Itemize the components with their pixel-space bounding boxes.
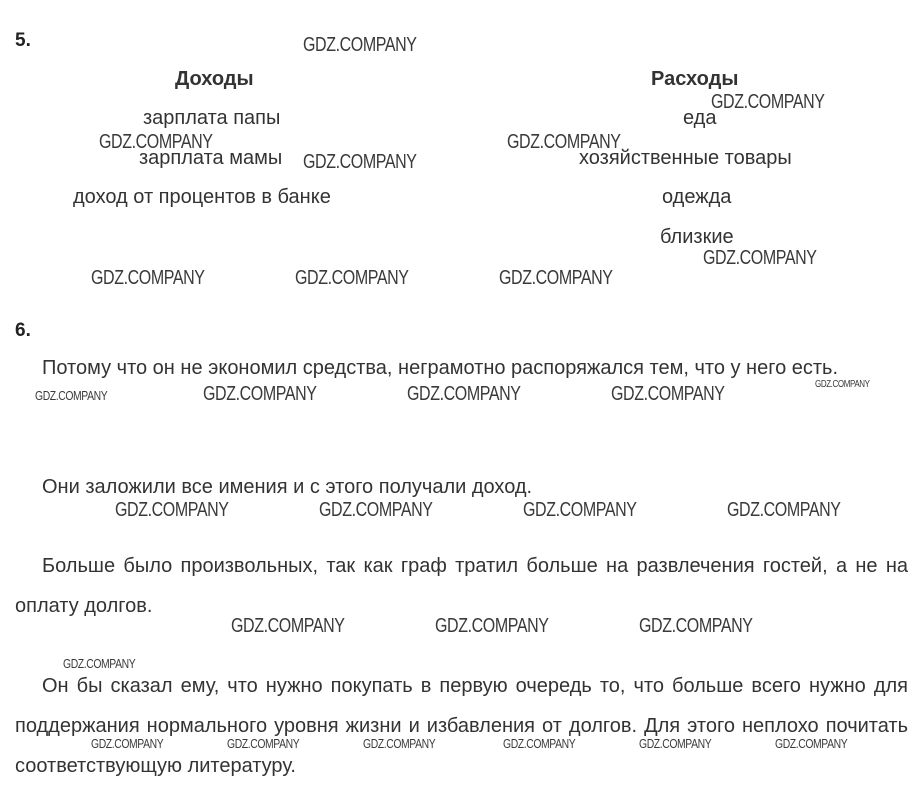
- watermark: GDZ.COMPANY: [203, 383, 317, 405]
- watermark: GDZ.COMPANY: [775, 736, 848, 751]
- watermark: GDZ.COMPANY: [63, 656, 136, 671]
- income-item: доход от процентов в банке: [73, 186, 331, 208]
- watermark: GDZ.COMPANY: [711, 91, 825, 113]
- expense-item: одежда: [662, 186, 732, 208]
- watermark: GDZ.COMPANY: [639, 736, 712, 751]
- watermark: GDZ.COMPANY: [815, 379, 870, 390]
- task-6-number: 6.: [15, 320, 31, 341]
- expense-item: хозяйственные товары: [579, 147, 792, 169]
- watermark: GDZ.COMPANY: [703, 247, 817, 269]
- watermark: GDZ.COMPANY: [99, 131, 213, 153]
- task-5-number: 5.: [15, 30, 31, 51]
- watermark: GDZ.COMPANY: [91, 736, 164, 751]
- watermark: GDZ.COMPANY: [303, 151, 417, 173]
- watermark: GDZ.COMPANY: [295, 267, 409, 289]
- watermark: GDZ.COMPANY: [227, 736, 300, 751]
- watermark: GDZ.COMPANY: [503, 736, 576, 751]
- watermark: GDZ.COMPANY: [407, 383, 521, 405]
- watermark: GDZ.COMPANY: [303, 34, 417, 56]
- answer-paragraph: Больше было произвольных, так как граф тратил больше на развлечения гостей, а не на оплату долгов.: [15, 555, 908, 617]
- expense-item: еда: [683, 107, 717, 129]
- watermark: GDZ.COMPANY: [115, 499, 229, 521]
- watermark: GDZ.COMPANY: [363, 736, 436, 751]
- answer-paragraph: Он бы сказал ему, что нужно покупать в первую очередь то, что больше всего нужно для поддержания нормального уровня жизни и избавления от долгов. Для этого неплохо почитать соответствующую литературу.: [15, 675, 908, 777]
- watermark: GDZ.COMPANY: [611, 383, 725, 405]
- expense-item: близкие: [660, 226, 734, 248]
- watermark: GDZ.COMPANY: [35, 388, 108, 403]
- watermark: GDZ.COMPANY: [435, 615, 549, 637]
- watermark: GDZ.COMPANY: [499, 267, 613, 289]
- income-heading: Доходы: [175, 68, 254, 90]
- answer-paragraph: Потому что он не экономил средства, неграмотно распоряжался тем, что у него есть.: [42, 357, 839, 379]
- answer-paragraph: Они заложили все имения и с этого получали доход.: [42, 476, 533, 498]
- income-item: зарплата мамы: [139, 147, 283, 169]
- watermark: GDZ.COMPANY: [507, 131, 621, 153]
- watermark: GDZ.COMPANY: [523, 499, 637, 521]
- watermark: GDZ.COMPANY: [639, 615, 753, 637]
- watermark: GDZ.COMPANY: [231, 615, 345, 637]
- watermark: GDZ.COMPANY: [319, 499, 433, 521]
- income-item: зарплата папы: [143, 107, 281, 129]
- watermark: GDZ.COMPANY: [727, 499, 841, 521]
- expenses-heading: Расходы: [651, 68, 739, 90]
- watermark: GDZ.COMPANY: [91, 267, 205, 289]
